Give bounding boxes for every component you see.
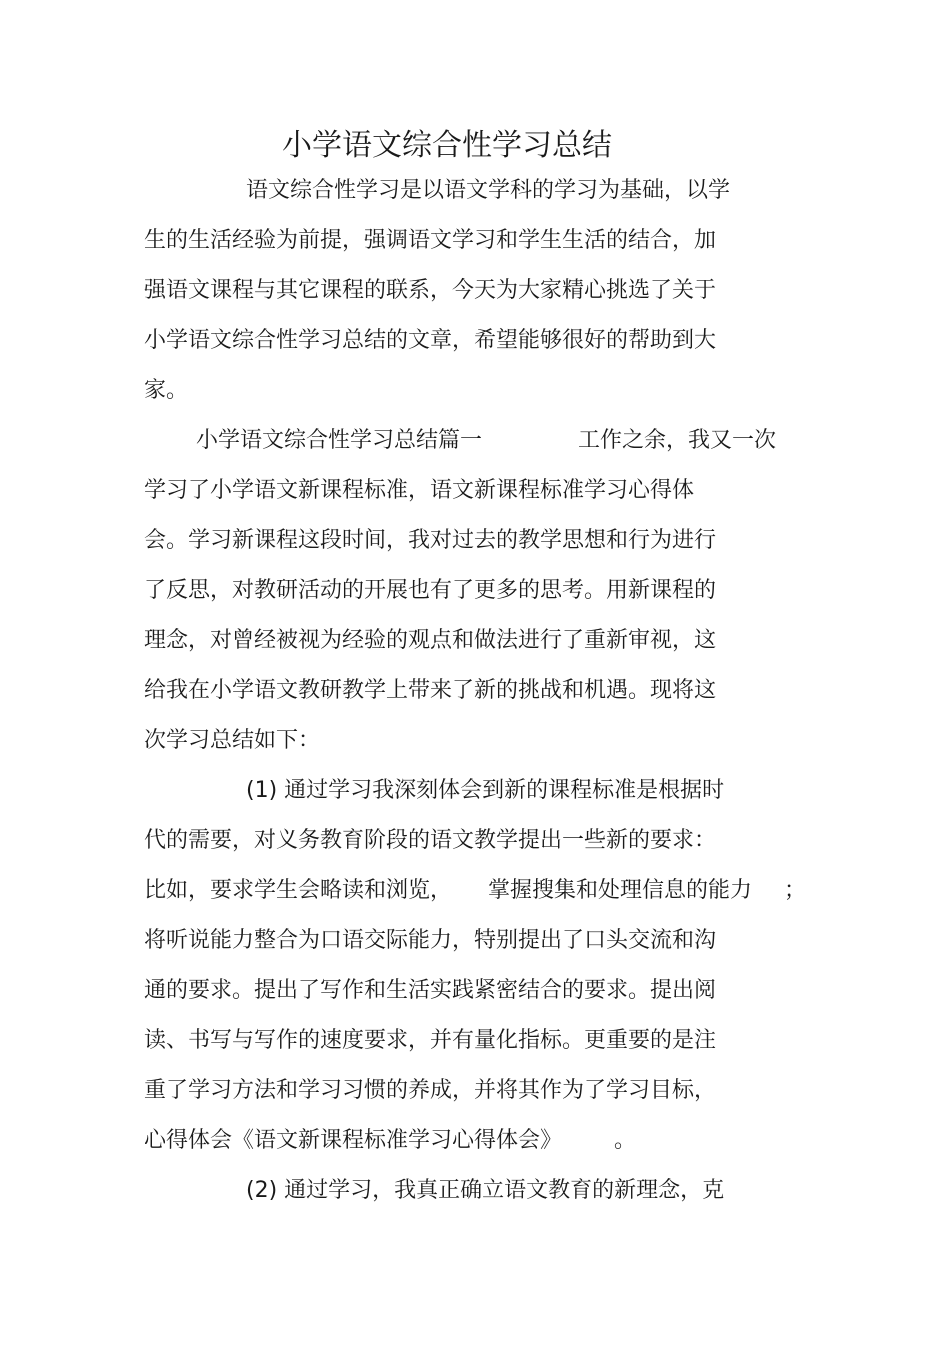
section-heading: 小学语文综合性学习总结篇一 — [196, 428, 483, 453]
paragraph-line: 比如，要求学生会略读和浏览， — [144, 878, 453, 903]
paragraph-line: 工作之余，我又一次 — [578, 428, 777, 453]
paragraph-line: 语文综合性学习是以语文学科的学习为基础，以学 — [246, 178, 731, 203]
paragraph-line: 重了学习方法和学习习惯的养成，并将其作为了学习目标， — [144, 1078, 717, 1103]
paragraph-line: 强语文课程与其它课程的联系，今天为大家精心挑选了关于 — [144, 278, 717, 303]
paragraph-line: 代的需要，对义务教育阶段的语文教学提出一些新的要求： — [144, 828, 717, 853]
paragraph-line: 。 — [614, 1128, 637, 1153]
paragraph-line: 次学习总结如下： — [144, 728, 321, 753]
paragraph-line: 给我在小学语文教研教学上带来了新的挑战和机遇。现将这 — [144, 678, 717, 703]
paragraph-line: 通的要求。提出了写作和生活实践紧密结合的要求。提出阅 — [144, 978, 717, 1003]
paragraph-line: 将听说能力整合为口语交际能力，特别提出了口头交流和沟 — [144, 928, 717, 953]
paragraph-line: (1) 通过学习我深刻体会到新的课程标准是根据时 — [246, 778, 725, 803]
document-title: 小学语文综合性学习总结 — [282, 128, 612, 163]
paragraph-line: 心得体会《语文新课程标准学习心得体会》 — [144, 1128, 563, 1153]
paragraph-line: 学习了小学语文新课程标准，语文新课程标准学习心得体 — [144, 478, 695, 503]
paragraph-line: 生的生活经验为前提，强调语文学习和学生生活的结合，加 — [144, 228, 717, 253]
paragraph-line: (2) 通过学习，我真正确立语文教育的新理念，克 — [246, 1178, 725, 1203]
paragraph-line: 家。 — [144, 378, 189, 403]
paragraph-line: 掌握搜集和处理信息的能力 — [488, 878, 753, 903]
paragraph-line: 了反思，对教研活动的开展也有了更多的思考。用新课程的 — [144, 578, 717, 603]
paragraph-line: 读、书写与写作的速度要求，并有量化指标。更重要的是注 — [144, 1028, 717, 1053]
paragraph-line: 会。学习新课程这段时间，我对过去的教学思想和行为进行 — [144, 528, 717, 553]
paragraph-line: 小学语文综合性学习总结的文章，希望能够很好的帮助到大 — [144, 328, 717, 353]
paragraph-line: 理念，对曾经被视为经验的观点和做法进行了重新审视，这 — [144, 628, 717, 653]
paragraph-line: ； — [784, 878, 807, 903]
